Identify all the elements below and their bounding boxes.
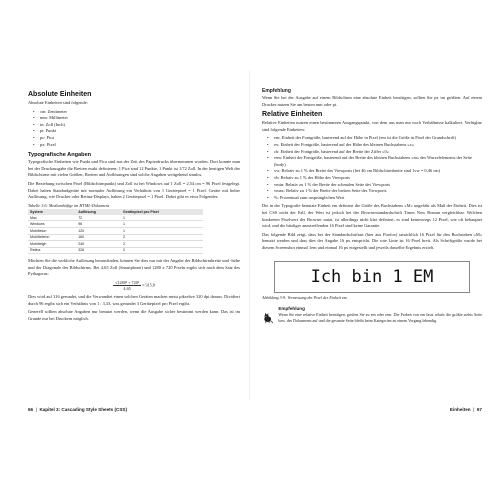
table-cell: 1 bbox=[121, 215, 203, 221]
list-item: • vmin: Relativ zu 1 % der Breite der schmalen Seite des Viewports bbox=[270, 182, 482, 189]
table-row bbox=[28, 227, 203, 234]
last-paragraph: Generell sollten absolute Angaben nur benutzt werden, wenn die Ausgabe sicher bestimmt werden kann. Das ist im Grunde nur bei Druckern möglich. bbox=[28, 309, 240, 321]
formula-numerator: √1280² + 720² bbox=[115, 280, 140, 286]
recommendation-note bbox=[262, 306, 482, 328]
list-item: • em: Einheit der Fontgröße, basierend auf der Höhe in Pixel (em ist die Größe in Pixel der Grundschrift) bbox=[270, 135, 482, 142]
list-item: • ex: Einheit der Fontgröße, basierend auf der Höhe des kleinen Buchstabens »x« bbox=[270, 142, 482, 149]
list-item: • vw: Relativ zu 1 % der Breite des Viewports (bei 46 cm Bildschirmbreite sind 1vw = 0,46 cm) bbox=[270, 168, 482, 175]
table-cell: Mobiltelefon bbox=[28, 234, 76, 241]
table-cell: Windows bbox=[28, 221, 76, 228]
list-item: • px: Pixel bbox=[36, 142, 240, 149]
table-row bbox=[28, 221, 203, 228]
list-item: • %: Prozentual zum ursprünglichen Wert bbox=[270, 195, 482, 202]
figure-caption: Abbildung 3-9: Vermessung der Pixel der Einheit em. bbox=[262, 295, 348, 301]
table-cell: Mobiltelgh bbox=[28, 241, 76, 248]
table-row bbox=[28, 247, 203, 254]
relative-paragraph-2: Das folgende Bild zeigt, dass bei der Standardschriftart (hier aus Firefox) tatsächlich 16 Pixel für den Buchstaben »M« benutzt werden und dass dies der Angabe 16 px entspricht. Die rote Linie ist 16 Pixel breit. Als Schriftgröße wurde bei diesem Screenshot einmal 1em und einmal 16 px eingestellt und jeweils dasselbe Ergebnis erzielt. bbox=[262, 231, 482, 250]
list-item: • rem: Einheit der Fontgröße, basierend auf der Breite des kleinen Buchstabens »m« des Wurzelelements der Seite (body) bbox=[270, 155, 482, 168]
list-item: • cm: Zentimeter bbox=[36, 109, 240, 116]
chapter-title: Kapitel 3: Cascading Style Sheets (CSS) bbox=[39, 407, 127, 412]
table-cell: 1 bbox=[121, 221, 203, 228]
list-item: • vmax: Relativ zu 1 % der Breite der breiten Seite des Viewports bbox=[270, 188, 482, 195]
relative-units-list bbox=[262, 135, 482, 201]
right-page bbox=[250, 0, 500, 500]
table-cell: 2 bbox=[121, 234, 203, 241]
table-cell: 160 bbox=[76, 234, 121, 241]
table-cell: Mobiltelon bbox=[28, 227, 76, 234]
table-caption: Tabelle 3.6: Mediumhöfige im HTML-Dokument bbox=[28, 202, 110, 208]
table-cell: 2 bbox=[121, 247, 203, 254]
list-item: • in: Zoll (Inch) bbox=[36, 122, 240, 129]
note-text: Wenn Sie eine relative Einheit benötigen, greifen Sie zu em oder rem. Die Farben von em fasst relativ die größte stehts Seite bzw. des Dokuments auf und die gesamte Seite bleibt beim Kategorien zu einem Vorgang lebendig. bbox=[278, 312, 482, 324]
list-item: • ch: Einheit der Fontgröße, basierend auf der Breite der Ziffer »0« bbox=[270, 149, 482, 156]
formula-result: ≈ 315,8 bbox=[142, 282, 155, 288]
table-cell: 72 bbox=[76, 215, 121, 221]
absolute-units-list bbox=[28, 109, 240, 149]
heading-relative-units: Relative Einheiten bbox=[262, 111, 323, 119]
heading-empfehlung: Empfehlung bbox=[262, 88, 291, 94]
list-item: • pc: Pica bbox=[36, 135, 240, 142]
heading-absolute-units: Absolute Einheiten bbox=[28, 91, 92, 98]
table-row bbox=[28, 234, 203, 241]
table-header: Gerätepixel pro Pixel bbox=[121, 209, 203, 215]
table-cell: 1 bbox=[121, 227, 203, 234]
left-footer: 66 | Kapitel 3: Cascading Style Sheets (CSS) bbox=[28, 407, 127, 412]
empfehlung-paragraph: Wenn Sie bei der Ausgabe auf einem Bildschirm eine absolute Einheit benötigen, sollten Sie px im größten. Auf einem Drucker nutzen Sie am besten mm oder pt. bbox=[262, 95, 482, 107]
table-cell: Retina bbox=[28, 247, 76, 254]
table-cell: Mac bbox=[28, 215, 76, 221]
page-number: 67 bbox=[476, 407, 482, 412]
em-sample-figure bbox=[274, 261, 470, 293]
table-row bbox=[28, 241, 203, 248]
after-table-paragraph: Möchten Sie die wirkliche Auflösung herausfinden, können Sie dies nur mit der Angabe der Bildschirmbreite und -höhe und der Diagonale des Bildschirms. Bei 4,65 Zoll (Smartphone) und 1280 x 720 Pixeln ergibt sich nach dem Satz des Pythagoras: bbox=[28, 258, 240, 277]
right-footer: Einheiten | 67 bbox=[449, 407, 482, 412]
heading-typo: Typografische Angaben bbox=[28, 152, 92, 159]
table-cell: 2 bbox=[121, 241, 203, 248]
typo-paragraph-1: Typografische Einheiten wie Punkt und Pica sind aus der Zeit des Papierdrucks übernommen worden. Dort konnte man bei der Druckausgabe die Breiten exakt definieren; 1 Pica sind 12 Punkte, 1 Punkt ist 1/72 Zoll. In der heutigen Welt der Bildschirme mit vielen Größen, Breiten und Auflösungen sind solche Angaben weitgehend sinnlos. bbox=[28, 159, 240, 178]
formula-denominator: 4,65 bbox=[123, 286, 131, 292]
relative-paragraph-1: Die in der Typografie benutzte Einheit em definiert die Größe des Buchstabens »M« ungefähr als Maß der Einheit. Dies ist bei CSS nicht der Fall, der Wert ist jedoch bei der Browserstandardschrift Times New Roman vergleichbar. Welchen konkreten Pixelwert der Browser nutzt, ist allerdings nicht klar definiert, es sind keineswegs 12 Pixel, wie oft behauptet wird, und die häufiger anzutreffenden 16 Pixel sind keine Garantie. bbox=[262, 203, 482, 229]
table-cell: 240 bbox=[76, 241, 121, 248]
after-formula-paragraph: Dies wird auf 316 gerundet, und die Verwandtet einen solchen Geräten machen meist pikselwe 320 dpi daraus. Dividiert durch 96 ergibt sich ein Verhältnis von 1 : 3,33, was gerundet 3 Gerätepixel pro Pixel ergibt. bbox=[28, 294, 240, 306]
note-title: Empfehlung bbox=[278, 306, 305, 312]
pythagoras-formula bbox=[28, 280, 240, 291]
table-header: System bbox=[28, 209, 76, 215]
page-number: 66 bbox=[28, 407, 34, 412]
table-cell: 120 bbox=[76, 227, 121, 234]
em-sample-text: Ich bin 1 EM bbox=[310, 267, 434, 288]
list-item: • pt: Punkt bbox=[36, 128, 240, 135]
resolution-table bbox=[28, 209, 203, 255]
list-item: • mm: Millimeter bbox=[36, 115, 240, 122]
list-item: • vh: Relativ zu 1 % der Höhe des Viewports bbox=[270, 175, 482, 182]
raccoon-icon bbox=[262, 308, 273, 328]
section-title: Einheiten bbox=[449, 407, 471, 412]
relative-intro: Relative Einheiten nutzen einen bestimmten Ausgangspunkt, von dem aus man nur noch Verhältnisse kalkuliert. Verfügbar sind folgende Einheiten: bbox=[262, 120, 482, 132]
table-cell: 326 bbox=[76, 247, 121, 254]
formula-fraction bbox=[113, 280, 141, 291]
table-cell: 96 bbox=[76, 221, 121, 228]
absolute-intro: Absolute Einheiten sind folgende: bbox=[28, 100, 88, 105]
typo-paragraph-2: Die Beziehung zwischen Pixel (Bildschirmpunkt) und Zoll ist bei Windows auf 1 Zoll = 2,54 cm = 96 Pixel festgelegt. Dabei haben Standardgeräte mit normaler Auflösung ein Verhältnis von 1 Gerätepixel = 1 Pixel. Geräte mit hoher Auflösung, wie Drucker oder Retina-Displays, haben 2 Gerätepixel = 1 Pixel. Dabei gibt es etwa Folgendes: bbox=[28, 180, 240, 200]
note-body bbox=[278, 306, 482, 328]
table-header: Auflösung bbox=[76, 209, 121, 215]
